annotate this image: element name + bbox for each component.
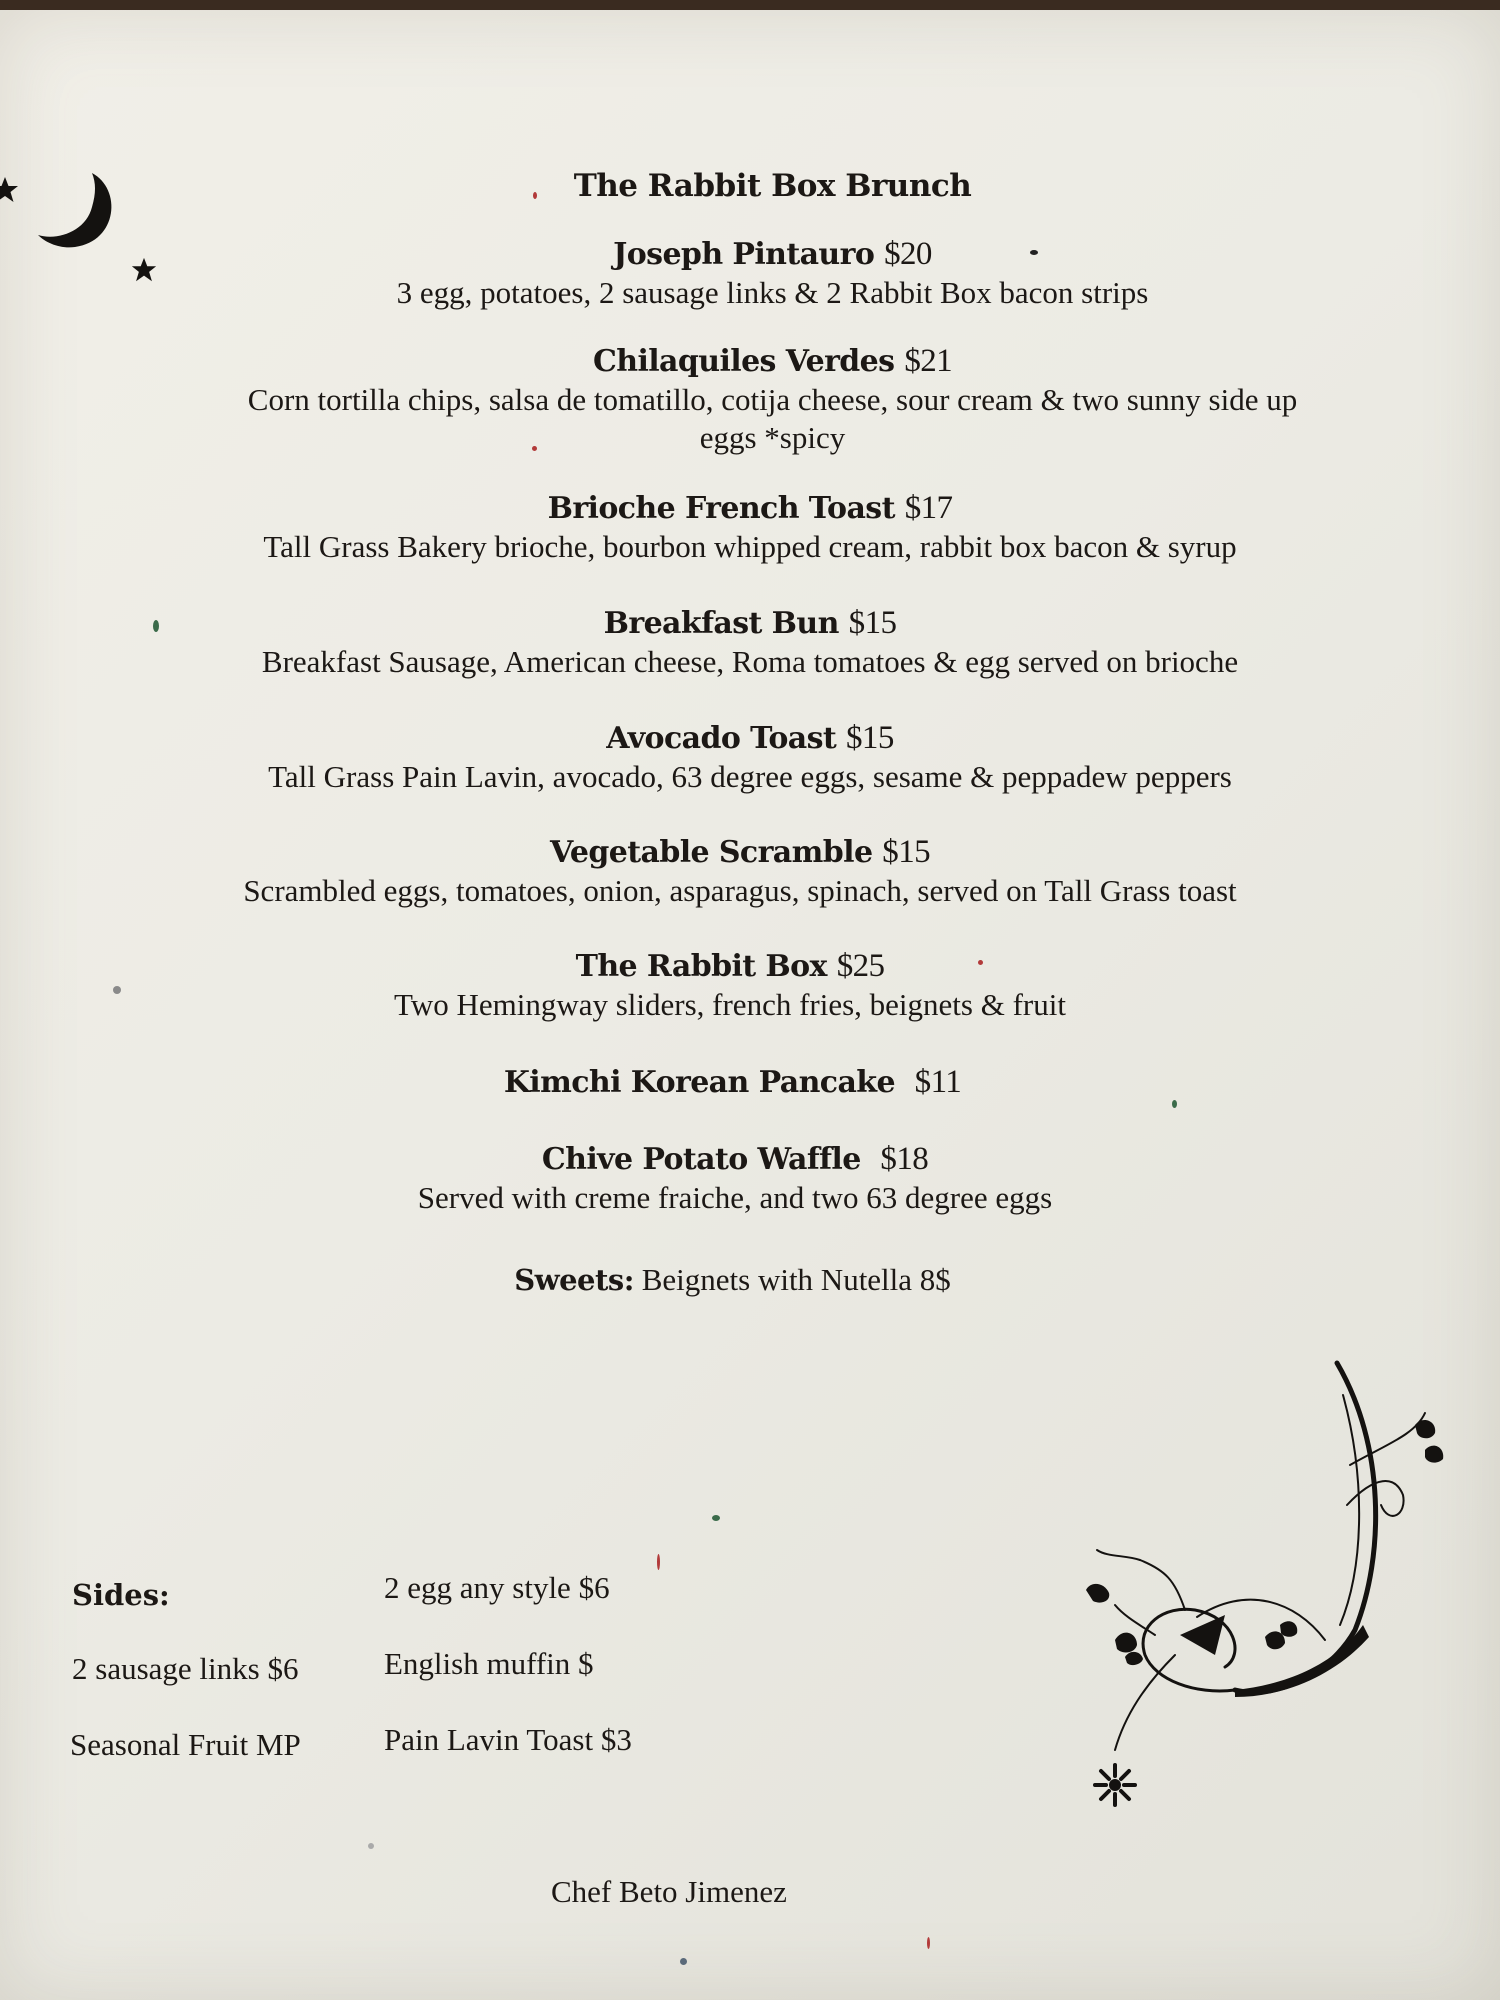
paper-fleck	[1030, 250, 1038, 255]
item-name: Kimchi Korean Pancake	[503, 1065, 895, 1100]
chef-signature: Chef Beto Jimenez	[551, 1874, 787, 1909]
item-description: eggs *spicy	[699, 420, 846, 455]
menu-item-brioche-french-toast	[0, 489, 1500, 566]
item-name: Chive Potato Waffle	[541, 1142, 861, 1177]
item-description: Scrambled eggs, tomatoes, onion, asparagus, spinach, served on Tall Grass toast	[243, 873, 1237, 908]
item-price: $17	[904, 490, 953, 526]
item-description: Served with creme fraiche, and two 63 degree eggs	[417, 1180, 1053, 1215]
floral-ornament-icon	[1085, 1355, 1455, 1825]
item-price: $15	[846, 720, 894, 756]
paper-fleck	[153, 620, 159, 632]
side-item: Pain Lavin Toast $3	[384, 1722, 632, 1757]
item-price: $18	[880, 1141, 929, 1177]
side-item: Seasonal Fruit MP	[70, 1727, 301, 1762]
menu-item-kimchi-korean-pancake	[0, 1063, 1465, 1102]
paper-fleck	[1172, 1100, 1177, 1108]
side-item: 2 egg any style $6	[384, 1570, 610, 1605]
paper-fleck	[113, 986, 121, 994]
item-price: $20	[884, 236, 932, 272]
item-name: Brioche French Toast	[547, 491, 895, 526]
paper-fleck	[533, 192, 537, 199]
item-price: $21	[904, 343, 953, 379]
sides-heading: Sides:	[72, 1578, 170, 1612]
menu-item-avocado-toast	[0, 719, 1500, 796]
sweets-line	[0, 1262, 1465, 1298]
item-price: $15	[882, 834, 930, 870]
item-name: Vegetable Scramble	[549, 835, 873, 870]
item-description: Tall Grass Pain Lavin, avocado, 63 degree eggs, sesame & peppadew peppers	[268, 759, 1232, 794]
menu-item-vegetable-scramble	[0, 833, 1480, 910]
paper-fleck	[680, 1958, 687, 1965]
paper-fleck	[712, 1515, 720, 1521]
menu-item-joseph-pintauro	[0, 235, 1500, 312]
paper-fleck	[978, 960, 983, 965]
paper-fleck	[657, 1554, 660, 1570]
item-price: $15	[848, 605, 897, 641]
menu-item-chilaquiles-verdes	[0, 342, 1500, 457]
menu-item-chive-potato-waffle	[0, 1140, 1470, 1217]
paper-fleck	[927, 1937, 930, 1949]
item-price: $25	[836, 948, 885, 984]
item-name: Chilaquiles Verdes	[592, 344, 895, 379]
menu-item-the-rabbit-box	[0, 947, 1460, 1024]
item-name: Joseph Pintauro	[613, 237, 875, 272]
paper-fleck	[368, 1843, 374, 1849]
item-name: Avocado Toast	[606, 721, 837, 756]
side-item: 2 sausage links $6	[72, 1651, 299, 1686]
sweets-text: Beignets with Nutella 8$	[641, 1262, 951, 1297]
item-description: Tall Grass Bakery brioche, bourbon whipped cream, rabbit box bacon & syrup	[263, 529, 1237, 564]
side-item: English muffin $	[384, 1646, 594, 1681]
menu-page	[0, 10, 1500, 2000]
paper-fleck	[532, 446, 537, 451]
item-description: 3 egg, potatoes, 2 sausage links & 2 Rabbit Box bacon strips	[396, 275, 1149, 310]
item-name: Breakfast Bun	[603, 606, 839, 641]
item-price: $11	[914, 1064, 962, 1100]
item-name: The Rabbit Box	[575, 949, 827, 984]
menu-item-breakfast-bun	[0, 604, 1500, 681]
item-description: Breakfast Sausage, American cheese, Roma tomatoes & egg served on brioche	[261, 644, 1239, 679]
item-description: Corn tortilla chips, salsa de tomatillo, cotija cheese, sour cream & two sunny side up	[247, 382, 1298, 417]
sweets-label: Sweets:	[514, 1263, 634, 1297]
item-description: Two Hemingway sliders, french fries, beignets & fruit	[394, 987, 1066, 1022]
menu-title: The Rabbit Box Brunch	[573, 168, 972, 204]
